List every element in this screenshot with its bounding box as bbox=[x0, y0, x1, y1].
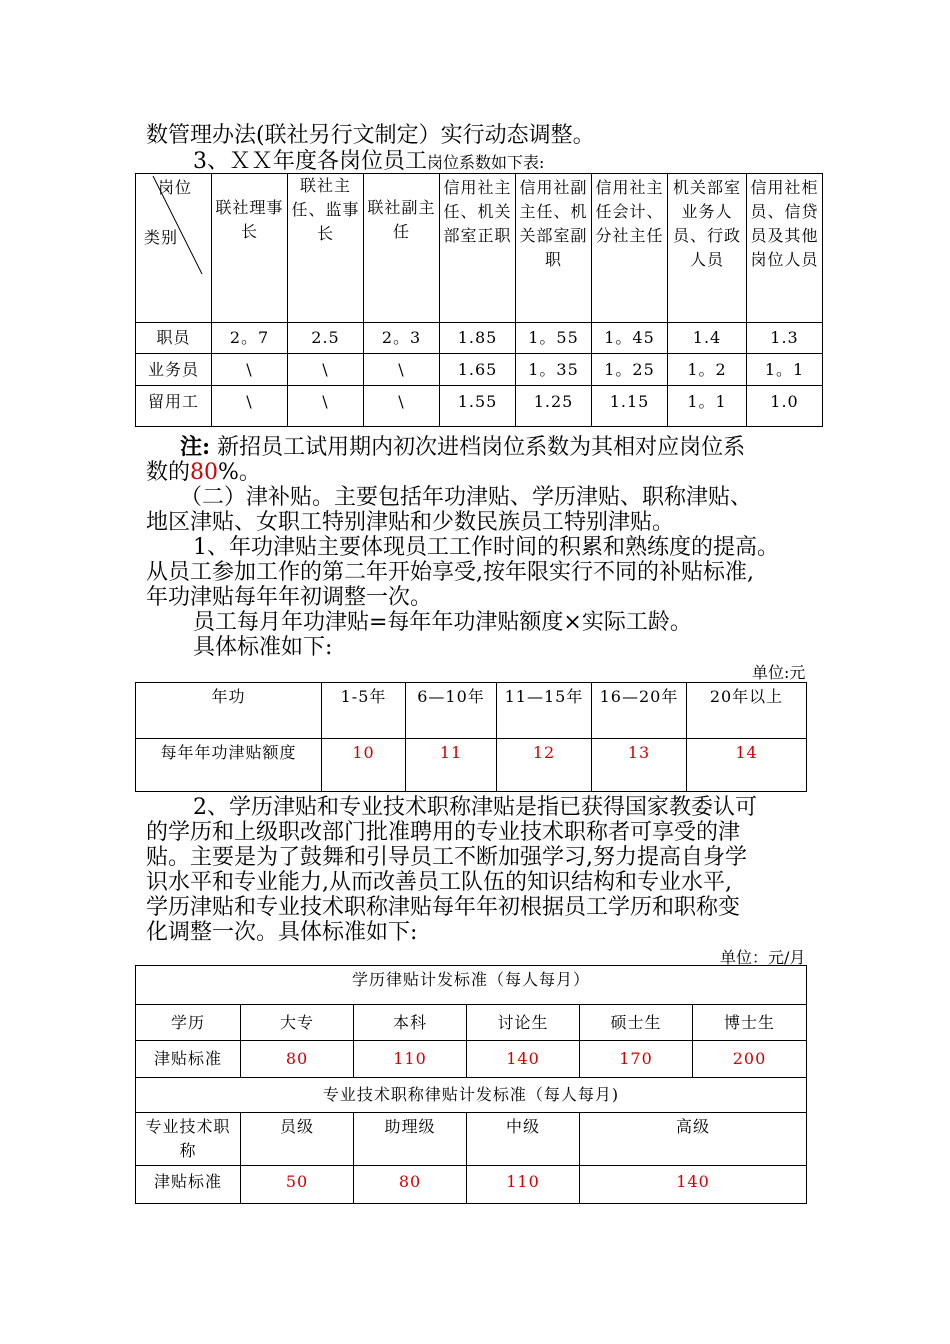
column-header: 中级 bbox=[467, 1113, 580, 1166]
paragraph-line: 学历津贴和专业技术职称津贴每年年初根据员工学历和职称变 bbox=[146, 895, 741, 920]
table-cell: 50 bbox=[241, 1166, 354, 1204]
paragraph-line: 年功津贴每年年初调整一次。 bbox=[146, 585, 433, 610]
corner-top-label: 岗位 bbox=[158, 178, 193, 197]
table-cell: 2。3 bbox=[364, 323, 440, 354]
coefficient-table bbox=[135, 173, 823, 427]
column-header: 高级 bbox=[580, 1113, 807, 1166]
table-cell: 12 bbox=[497, 739, 592, 792]
table-cell: 1.55 bbox=[440, 386, 516, 427]
paragraph-line: 贴。主要是为了鼓舞和引导员工不断加强学习,努力提高自身学 bbox=[146, 845, 747, 870]
table-cell: 1。25 bbox=[592, 354, 668, 386]
table-cell: \ bbox=[212, 354, 288, 386]
table-cell: \ bbox=[212, 386, 288, 427]
table-title: 学历律贴计发标准（每人每月） bbox=[136, 966, 807, 1005]
paragraph-line bbox=[193, 149, 544, 176]
note-percent: 80 bbox=[190, 460, 219, 485]
table-row bbox=[136, 683, 807, 739]
table-cell: 13 bbox=[592, 739, 687, 792]
table-cell: 2.5 bbox=[288, 323, 364, 354]
column-header: 信用社主任、机关部室正职 bbox=[440, 174, 516, 323]
column-header: 信用社主任会计、分社主任 bbox=[592, 174, 668, 323]
table-cell: 80 bbox=[354, 1166, 467, 1204]
table-cell: 1。2 bbox=[668, 354, 747, 386]
column-header: 本科 bbox=[354, 1005, 467, 1041]
table-cell: 1.25 bbox=[516, 386, 592, 427]
table-cell: 170 bbox=[580, 1041, 693, 1078]
table-cell: 1。55 bbox=[516, 323, 592, 354]
column-header: 16—20年 bbox=[592, 683, 687, 739]
table-cell: 10 bbox=[322, 739, 406, 792]
column-header: 硕士生 bbox=[580, 1005, 693, 1041]
table-cell: 1.65 bbox=[440, 354, 516, 386]
table-row bbox=[136, 1078, 807, 1113]
table-cell: 1.15 bbox=[592, 386, 668, 427]
note-text: 数的 bbox=[146, 460, 191, 485]
table-cell: 1.4 bbox=[668, 323, 747, 354]
paragraph-line: （二）津补贴。主要包括年功津贴、学历津贴、职称津贴、 bbox=[180, 485, 753, 510]
row-label: 津贴标准 bbox=[136, 1041, 241, 1078]
table-cell: 14 bbox=[687, 739, 807, 792]
table-title: 专业技术职称律贴计发标准（每人每月) bbox=[136, 1078, 807, 1113]
column-header: 大专 bbox=[241, 1005, 354, 1041]
table-row bbox=[136, 1005, 807, 1041]
column-header: 学历 bbox=[136, 1005, 241, 1041]
table-row bbox=[136, 966, 807, 1005]
seniority-table bbox=[135, 682, 807, 792]
table-cell: 2。7 bbox=[212, 323, 288, 354]
table-cell: 11 bbox=[406, 739, 497, 792]
note-text: %。 bbox=[218, 460, 261, 485]
corner-bottom-label: 类别 bbox=[144, 228, 179, 247]
table-cell: 1。35 bbox=[516, 354, 592, 386]
paragraph-line: 的学历和上级职改部门批准聘用的专业技术职称者可享受的津 bbox=[146, 820, 741, 845]
table-cell: 1.3 bbox=[747, 323, 823, 354]
table-cell: \ bbox=[288, 354, 364, 386]
column-header: 11—15年 bbox=[497, 683, 592, 739]
column-header: 1-5年 bbox=[322, 683, 406, 739]
table-row bbox=[136, 1041, 807, 1078]
paragraph-line: 识水平和专业能力,从而改善员工队伍的知识结构和专业水平, bbox=[146, 870, 732, 895]
note-line bbox=[180, 434, 745, 461]
table-row bbox=[136, 323, 823, 354]
paragraph-line: 数管理办法(联社另行文制定）实行动态调整。 bbox=[146, 123, 595, 148]
row-label: 津贴标准 bbox=[136, 1166, 241, 1204]
table-cell: 110 bbox=[467, 1166, 580, 1204]
table-row bbox=[136, 1166, 807, 1204]
table-cell: 1.85 bbox=[440, 323, 516, 354]
table-corner-header bbox=[136, 174, 212, 323]
column-header: 6—10年 bbox=[406, 683, 497, 739]
table-cell: \ bbox=[364, 386, 440, 427]
row-label: 留用工 bbox=[136, 386, 212, 427]
paragraph-line: 1、年功津贴主要体现员工工作时间的积累和熟练度的提高。 bbox=[193, 535, 779, 560]
column-header: 联社副主任 bbox=[364, 174, 440, 323]
table-row bbox=[136, 386, 823, 427]
paragraph-line: 具体标准如下: bbox=[193, 635, 333, 660]
formula-line: 员工每月年功津贴=每年年功津贴额度×实际工龄。 bbox=[193, 610, 692, 635]
table-cell: 110 bbox=[354, 1041, 467, 1078]
table-cell: \ bbox=[364, 354, 440, 386]
table-cell: 1.0 bbox=[747, 386, 823, 427]
column-header: 员级 bbox=[241, 1113, 354, 1166]
table-cell: \ bbox=[288, 386, 364, 427]
column-header: 博士生 bbox=[693, 1005, 807, 1041]
table-cell: 1。1 bbox=[668, 386, 747, 427]
column-header: 信用社副主任、机关部室副职 bbox=[516, 174, 592, 323]
table-cell: 1。1 bbox=[747, 354, 823, 386]
column-header: 助理级 bbox=[354, 1113, 467, 1166]
column-header: 信用社柜员、信贷员及其他岗位人员 bbox=[747, 174, 823, 323]
paragraph-line: 2、学历津贴和专业技术职称津贴是指已获得国家教委认可 bbox=[193, 795, 757, 820]
note-label: 注: bbox=[180, 434, 211, 460]
column-header: 专业技术职称 bbox=[136, 1113, 241, 1166]
row-label: 职员 bbox=[136, 323, 212, 354]
paragraph-line: 从员工参加工作的第二年开始享受,按年限实行不同的补贴标准, bbox=[146, 560, 754, 585]
row-label: 每年年功津贴额度 bbox=[136, 739, 322, 792]
paragraph-line: 地区津贴、女职工特别津贴和少数民族员工特别津贴。 bbox=[146, 510, 675, 535]
column-header: 联社主任、监事长 bbox=[288, 174, 364, 323]
note-text: 新招员工试用期内初次进档岗位系数为其相对应岗位系 bbox=[217, 435, 746, 460]
column-header: 20年以上 bbox=[687, 683, 807, 739]
column-header: 年功 bbox=[136, 683, 322, 739]
table-cell: 140 bbox=[467, 1041, 580, 1078]
column-header: 机关部室业务人员、行政人员 bbox=[668, 174, 747, 323]
row-label: 业务员 bbox=[136, 354, 212, 386]
unit-label: 单位：元/月 bbox=[720, 948, 806, 967]
table-row bbox=[136, 739, 807, 792]
section-heading: 3、ＸＸ年度各岗位员工 bbox=[193, 149, 427, 174]
table-cell: 140 bbox=[580, 1166, 807, 1204]
table-cell: 200 bbox=[693, 1041, 807, 1078]
table-cell: 1。45 bbox=[592, 323, 668, 354]
table-cell: 80 bbox=[241, 1041, 354, 1078]
note-line bbox=[146, 460, 261, 486]
table-row bbox=[136, 354, 823, 386]
education-allowance-table bbox=[135, 965, 807, 1204]
unit-label: 单位:元 bbox=[752, 663, 806, 682]
paragraph-line: 化调整一次。具体标准如下: bbox=[146, 920, 418, 945]
column-header: 讨论生 bbox=[467, 1005, 580, 1041]
column-header: 联社理事长 bbox=[212, 174, 288, 323]
section-heading-small: 岗位系数如下表: bbox=[427, 153, 545, 172]
table-row bbox=[136, 1113, 807, 1166]
